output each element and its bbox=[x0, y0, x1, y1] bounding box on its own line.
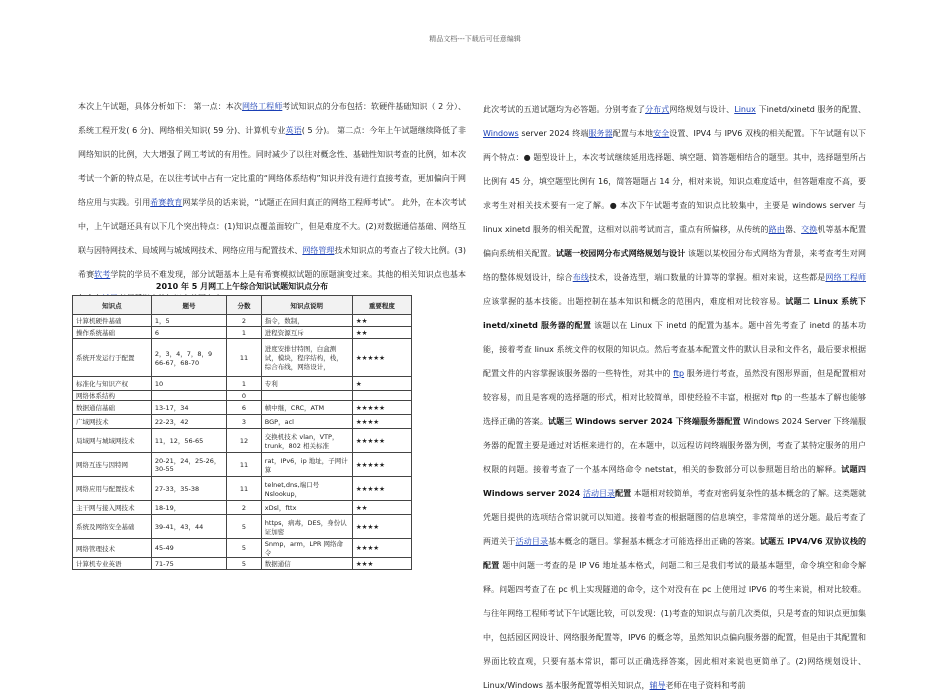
cell-knowledge: 网络管理技术 bbox=[73, 539, 152, 558]
cell-score: 6 bbox=[227, 401, 262, 415]
cell-importance: ★★★★ bbox=[352, 515, 411, 539]
cell-description: BGP，acl bbox=[261, 415, 352, 429]
text-link[interactable]: 网络工程师 bbox=[825, 273, 867, 282]
cell-description: xDsl，fttx bbox=[261, 501, 352, 515]
cell-importance: ★★ bbox=[352, 327, 411, 339]
cell-question-no: 22-23，42 bbox=[151, 415, 226, 429]
cell-question-no: 1，5 bbox=[151, 315, 226, 327]
header-score: 分数 bbox=[227, 296, 262, 315]
cell-knowledge: 网络体系结构 bbox=[73, 391, 152, 401]
cell-description: Snmp，arm，LPR 网络命令 bbox=[261, 539, 352, 558]
paragraph-text: 技术知识点的考查占了较大比例。(3)希赛 bbox=[78, 246, 466, 279]
table-row bbox=[73, 391, 412, 401]
text-link[interactable]: 安全 bbox=[653, 129, 670, 138]
text-link[interactable]: 活动目录 bbox=[515, 537, 549, 546]
text-link[interactable]: 软考 bbox=[94, 270, 111, 279]
paragraph-text: 技术，设备选型，端口数量的计算等的掌握。相对来说，这些都是 bbox=[589, 273, 826, 282]
cell-question-no: 6 bbox=[151, 327, 226, 339]
header-description: 知识点说明 bbox=[261, 296, 352, 315]
cell-importance: ★★ bbox=[352, 315, 411, 327]
question-heading: 试题一校园网分布式网络规划与设计 bbox=[555, 249, 686, 258]
cell-importance: ★★★★ bbox=[352, 539, 411, 558]
text-link[interactable]: 希赛教育 bbox=[150, 198, 183, 207]
cell-importance: ★★★★★ bbox=[352, 401, 411, 415]
cell-importance bbox=[352, 391, 411, 401]
cell-importance: ★★★★★ bbox=[352, 477, 411, 501]
table-row bbox=[73, 415, 412, 429]
question-heading: 试题三 Windows server 2024 下终端服务器配置 bbox=[548, 417, 741, 426]
cell-knowledge: 主干网与接入网技术 bbox=[73, 501, 152, 515]
table-row bbox=[73, 453, 412, 477]
cell-score: 11 bbox=[227, 477, 262, 501]
text-link[interactable]: ftp bbox=[673, 369, 685, 378]
paragraph-text: 考试知识点的分布包括：软硬件基础知识（ 2 分）、系统工程开发( 6 分)、网络相关知识( 59 分)、计算机专业 bbox=[78, 102, 467, 135]
cell-description: https，病毒，DES，身份认证加密 bbox=[261, 515, 352, 539]
left-column-text bbox=[78, 95, 466, 311]
cell-knowledge: 网络互连与因特网 bbox=[73, 453, 152, 477]
cell-question-no: 20-21，24，25-26，30-55 bbox=[151, 453, 226, 477]
text-link[interactable]: 网络工程师 bbox=[241, 102, 283, 111]
header-knowledge: 知识点 bbox=[73, 296, 152, 315]
paragraph-text: 设置、IPV4 与 IPV6 双栈的相关配置。下午试题有以下两个特点：● 题型设计上，本次考试继续延用选择题、填空题、简答题相结合的题型。其中，选择题型所占比例有 45 分，填空题型比例有 16，简答题题占 14 分，相对来说，知识点难度适中，但答题难度不高，要求考生对相关技术要有一定了解。● 本次下午试题考查的知识点比较集中，主要是 windows server 与 linux xinetd 服务的相关配置，这相对以前考试而言，重点有所偏移，从传统的 bbox=[483, 129, 867, 234]
cell-description: 进程资源互斥 bbox=[261, 327, 352, 339]
cell-knowledge: 系统开发运行于配置 bbox=[73, 339, 152, 377]
paragraph-text: Windows 2024 Server 下终端服务器的配置主要是通过对话框来进行的，在本题中，以远程访问终端服务器为例，考查了某特定服务的用户权限的问题。接着考查了一个基本网络命令 netstat，相关的参数部分可以参照题目给出的解释。 bbox=[483, 417, 866, 474]
table-row bbox=[73, 539, 412, 558]
cell-importance: ★★★★★ bbox=[352, 453, 411, 477]
cell-knowledge: 系统及网络安全基础 bbox=[73, 515, 152, 539]
header-importance: 重要程度 bbox=[352, 296, 411, 315]
knowledge-table bbox=[72, 295, 412, 570]
right-column-text bbox=[483, 98, 866, 698]
cell-question-no: 13-17，34 bbox=[151, 401, 226, 415]
cell-question-no: 18-19， bbox=[151, 501, 226, 515]
text-link[interactable]: 布线 bbox=[572, 273, 589, 282]
table-header-row bbox=[73, 296, 412, 315]
table-row bbox=[73, 515, 412, 539]
cell-question-no: 39-41，43，44 bbox=[151, 515, 226, 539]
header-question-no: 题号 bbox=[151, 296, 226, 315]
table-row bbox=[73, 558, 412, 570]
table-row bbox=[73, 477, 412, 501]
cell-score: 5 bbox=[227, 515, 262, 539]
table-row bbox=[73, 401, 412, 415]
table-row bbox=[73, 339, 412, 377]
cell-question-no: 2，3，4，7，8，9 66-67，68-70 bbox=[151, 339, 226, 377]
table-title: 2010 年 5 月网工上午综合知识试题知识点分布 bbox=[155, 282, 329, 291]
paragraph-text: 该题以某校园分布式网络为背景，来考查考生对网络的整体规划设计，综合 bbox=[483, 249, 867, 282]
cell-question-no: 45-49 bbox=[151, 539, 226, 558]
cell-score: 3 bbox=[227, 415, 262, 429]
question-heading: 试题五 IPV4/V6 双协议栈的配置 bbox=[483, 537, 867, 570]
cell-knowledge: 局域网与城域网技术 bbox=[73, 429, 152, 453]
paragraph-text: 题中问题一考查的是 IP V6 地址基本格式，问题二和三是我们考试的最基本题型，命令填空和命令解释。问题四考查了在 pc 机上实现隧道的命令，这个对没有在 pc 上使用过 IPV6 的考生来说，相对比较难。 与往年网络工程师考试下午试题比较，可以发现：(1)考查的知识点与前几次类似，只是考查的知识点更加集中，包括园区网设计、网络服务配置等，IPV6 的概念等，虽然知识点偏向服务器的配置，但是由于其配置和界面比较直观，只要有基本常识，都可以正确选择答案，因此相对来说也更简单了。(2)网络规划设计、Linux/Windows 基本服务配置等相关知识点， bbox=[483, 561, 866, 690]
knowledge-table-section bbox=[72, 281, 412, 570]
cell-knowledge: 标准化与知识产权 bbox=[73, 377, 152, 391]
cell-knowledge: 计算机专业英语 bbox=[73, 558, 152, 570]
text-link[interactable]: 分布式 bbox=[645, 105, 670, 114]
text-link[interactable]: Windows bbox=[483, 129, 519, 138]
cell-importance: ★★★★★ bbox=[352, 429, 411, 453]
cell-importance: ★★★ bbox=[352, 558, 411, 570]
cell-importance: ★★★★★ bbox=[352, 339, 411, 377]
table-row bbox=[73, 429, 412, 453]
paragraph-text: 基本概念的题目。掌握基本概念才可能选择出正确的答案。 bbox=[548, 537, 760, 546]
text-link[interactable]: 辅导 bbox=[649, 681, 666, 690]
cell-importance: ★★ bbox=[352, 501, 411, 515]
paragraph-text: 学院的学员不难发现，部分试题基本上是有希赛模拟试题的原题演变过来。其他的相关知识点也基本 bbox=[110, 270, 466, 279]
question-heading: 配置 bbox=[615, 489, 632, 498]
cell-score: 2 bbox=[227, 501, 262, 515]
cell-importance: ★ bbox=[352, 377, 411, 391]
paragraph-text: 此次考试的五道试题均为必答题。分别考查了 bbox=[483, 105, 646, 114]
text-link[interactable]: 英语 bbox=[285, 126, 302, 135]
cell-knowledge: 计算机硬件基础 bbox=[73, 315, 152, 327]
cell-score: 1 bbox=[227, 377, 262, 391]
cell-score: 0 bbox=[227, 391, 262, 401]
text-link[interactable]: 路由 bbox=[768, 225, 785, 234]
question-heading: 试题四 Windows server 2024 bbox=[483, 465, 867, 498]
cell-knowledge: 广域网技术 bbox=[73, 415, 152, 429]
cell-question-no bbox=[151, 391, 226, 401]
cell-description: 进度安排甘特图，白盒测试，模块，程序结构，栈，综合布线，网络设计， bbox=[261, 339, 352, 377]
cell-score: 11 bbox=[227, 339, 262, 377]
cell-importance: ★★★★ bbox=[352, 415, 411, 429]
cell-score: 5 bbox=[227, 539, 262, 558]
table-row bbox=[73, 315, 412, 327]
cell-score: 2 bbox=[227, 315, 262, 327]
paragraph-text: server 2024 终端 bbox=[518, 129, 589, 138]
text-link[interactable]: Linux bbox=[734, 105, 756, 114]
text-link[interactable]: 活动目录 bbox=[583, 489, 616, 498]
cell-description: 帧中继，CRC，ATM bbox=[261, 401, 352, 415]
cell-description: 数据通信 bbox=[261, 558, 352, 570]
paragraph-text: 应该掌握的基本技能。出题控制在基本知识和概念的范围内，难度相对比较容易。 bbox=[483, 297, 786, 306]
paragraph-text: 器、 bbox=[784, 225, 802, 234]
cell-description: 指令，数制， bbox=[261, 315, 352, 327]
paragraph-text: 配置与本地 bbox=[612, 129, 654, 138]
cell-description: telnet,dns,端口号 Nslookup， bbox=[261, 477, 352, 501]
paragraph-text: 网某学员的话来说，“试题正在回归真正的网络工程师考试”。 此外，在本次考试中，上午试题还具有以下几个突出特点：(1)知识点覆盖面较广，但是难度不大。(2)对数据通信基础、网络互联与因特网技术、局域网与城域网技术、网络应用与配置技术、 bbox=[78, 198, 467, 255]
paragraph-text: 服务进行考查，虽然没有图形界面，但是配置相对较容易，而且是客观的选择题的形式，相对比较简单，即使经验不丰富，根据对 ftp 的一些基本了解也能够选择正确的答案。 bbox=[483, 369, 866, 426]
cell-score: 1 bbox=[227, 327, 262, 339]
cell-question-no: 10 bbox=[151, 377, 226, 391]
cell-score: 5 bbox=[227, 558, 262, 570]
table-row bbox=[73, 501, 412, 515]
text-link[interactable]: 服务器 bbox=[588, 129, 613, 138]
cell-question-no: 27-33，35-38 bbox=[151, 477, 226, 501]
paragraph-text: 本题相对较简单，考查对密码复杂性的基本概念的了解。这类题就凭题目提供的选项结合常识就可以知道。接着考查的根据题图的信息填空，非常简单的送分题。最后考查了两道关于 bbox=[483, 489, 867, 546]
paragraph-text: 网络规划与设计、 bbox=[669, 105, 735, 114]
cell-knowledge: 操作系统基础 bbox=[73, 327, 152, 339]
paragraph-text: 老师在电子资料和考前 bbox=[665, 681, 746, 690]
cell-description: 专利 bbox=[261, 377, 352, 391]
cell-knowledge: 网络应用与配置技术 bbox=[73, 477, 152, 501]
paragraph-text: 机等基本配置偏向系统相关配置。 bbox=[483, 225, 867, 258]
paragraph-text: 本次上午试题，具体分析如下： 第一点：本次 bbox=[78, 102, 242, 111]
page-header: 精品文档---下载后可任意编辑 bbox=[429, 35, 521, 43]
table-row bbox=[73, 377, 412, 391]
cell-score: 11 bbox=[227, 453, 262, 477]
paragraph-text: 该题以在 Linux 下 inetd 的配置为基本。题中首先考查了 inetd 的基本功能，接着考查 linux 系统文件的权限的知识点。然后考查基本配置文件的默认目录和文件名，最后要求根据配置文件的内容掌握该服务器的一些特性，对其中的 bbox=[483, 321, 866, 378]
table-row bbox=[73, 327, 412, 339]
paragraph-text: ( 5 分)。 第二点：今年上午试题继续降低了非网络知识的比例，大大增强了网工考试的有用性。同时减少了以往对概念性、基础性知识考查的比例，如本次考试一个新的特点是，在以往考试中占有一定比重的“网络体系结构”知识并没有进行直接考查，更加偏向于网络应用与实践。引用 bbox=[78, 126, 466, 207]
cell-knowledge: 数据通信基础 bbox=[73, 401, 152, 415]
text-link[interactable]: 交换 bbox=[801, 225, 818, 234]
question-heading: 试题二 Linux 系统下 inetd/xinetd 服务器的配置 bbox=[483, 297, 866, 330]
paragraph-text: 下inetd/xinetd 服务的配置、 bbox=[755, 105, 867, 114]
cell-description: 交换机技术 vlan，VTP，trunk，802 相关标准 bbox=[261, 429, 352, 453]
cell-description: rat，IPv6，ip 地址，子网计算 bbox=[261, 453, 352, 477]
cell-description bbox=[261, 391, 352, 401]
cell-score: 12 bbox=[227, 429, 262, 453]
cell-question-no: 71-75 bbox=[151, 558, 226, 570]
cell-question-no: 11，12，56-65 bbox=[151, 429, 226, 453]
text-link[interactable]: 网络管理 bbox=[302, 246, 335, 255]
